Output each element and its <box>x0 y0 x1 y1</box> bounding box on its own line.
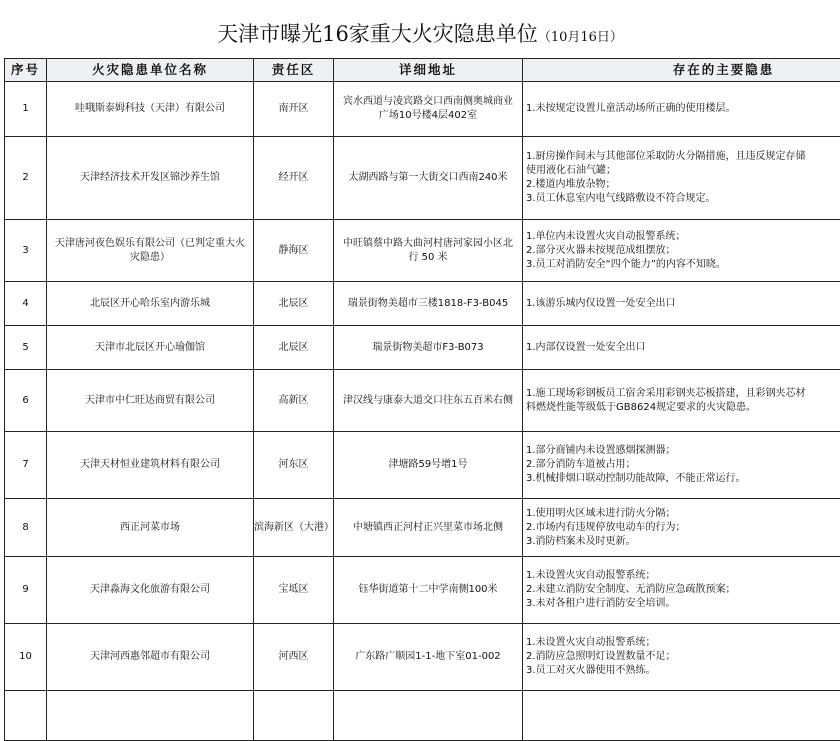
cell-no: 1 <box>5 82 47 137</box>
hazard-line: 2.未建立消防安全制度、无消防应急疏散预案； <box>526 583 840 597</box>
cell-hazards <box>523 691 840 741</box>
cell-no: 4 <box>5 282 47 326</box>
hazard-line: 2.消防应急照明灯设置数量不足； <box>526 650 840 664</box>
cell-address: 津塘路59号增1号 <box>334 432 523 499</box>
table-row <box>5 282 840 326</box>
cell-hazards <box>523 624 840 691</box>
cell-district: 河东区 <box>254 432 334 499</box>
hazard-line: 3.员工对消防安全“四个能力”的内容不知晓。 <box>526 258 840 272</box>
cell-no: 8 <box>5 499 47 557</box>
page-title <box>0 18 840 48</box>
cell-unit: 天津河西惠邻超市有限公司 <box>47 624 254 691</box>
hazard-line: 2.部分消防车道被占用； <box>526 458 840 472</box>
hazard-line: 使用液化石油气罐； <box>526 164 840 178</box>
cell-hazards <box>523 370 840 432</box>
cell-no: 7 <box>5 432 47 499</box>
hazard-line: 1.施工现场彩钢板员工宿舍采用彩钢夹芯板搭建，且彩钢夹芯材 <box>526 387 840 401</box>
cell-district: 南开区 <box>254 82 334 137</box>
hazard-line: 3.机械排烟口联动控制功能故障，不能正常运行。 <box>526 472 840 486</box>
cell-district: 宝坻区 <box>254 557 334 624</box>
cell-district: 经开区 <box>254 137 334 220</box>
cell-address: 瑞景街物美超市三楼1818-F3-B045 <box>334 282 523 326</box>
hazard-line: 1.该游乐城内仅设置一处安全出口 <box>526 297 840 311</box>
table-row <box>5 326 840 370</box>
table-row <box>5 624 840 691</box>
hazard-line: 1.内部仅设置一处安全出口 <box>526 341 840 355</box>
cell-address: 广东路广顺园1-1-地下室01-002 <box>334 624 523 691</box>
cell-no: 6 <box>5 370 47 432</box>
cell-no: 5 <box>5 326 47 370</box>
hazard-line: 1.未设置火灾自动报警系统； <box>526 636 840 650</box>
cell-hazards <box>523 432 840 499</box>
table-row <box>5 370 840 432</box>
cell-hazards <box>523 137 840 220</box>
hazard-line: 2.部分灭火器未按规范成组摆放； <box>526 244 840 258</box>
cell-district: 静海区 <box>254 220 334 282</box>
cell-unit: 西正河菜市场 <box>47 499 254 557</box>
cell-unit: 天津唐河夜色娱乐有限公司（已判定重大火灾隐患） <box>47 220 254 282</box>
cell-district: 河西区 <box>254 624 334 691</box>
cell-unit: 北辰区开心哈乐室内游乐城 <box>47 282 254 326</box>
cell-unit: 天津经济技术开发区锦沙养生馆 <box>47 137 254 220</box>
cell-district: 滨海新区（大港） <box>254 499 334 557</box>
header-unit: 火灾隐患单位名称 <box>47 59 254 82</box>
cell-address: 宾水西道与凌宾路交口西南侧奥城商业广场10号楼4层402室 <box>334 82 523 137</box>
cell-address: 中旺镇蔡中路大曲河村唐河家园小区北行 50 米 <box>334 220 523 282</box>
cell-unit: 天津淼海文化旅游有限公司 <box>47 557 254 624</box>
cell-unit <box>47 691 254 741</box>
cell-hazards <box>523 220 840 282</box>
table-row <box>5 557 840 624</box>
cell-hazards <box>523 557 840 624</box>
cell-unit: 天津天材恒业建筑材料有限公司 <box>47 432 254 499</box>
hazard-line: 1.厨房操作间未与其他部位采取防火分隔措施，且违反规定存储 <box>526 150 840 164</box>
hazard-line: 1.未按规定设置儿童活动场所正确的使用楼层。 <box>526 102 840 116</box>
cell-no <box>5 691 47 741</box>
table-row <box>5 82 840 137</box>
header-row <box>5 59 840 82</box>
hazard-line: 3.员工对灭火器使用不熟练。 <box>526 664 840 678</box>
table-row <box>5 137 840 220</box>
cell-address: 中塘镇西正河村正兴里菜市场北侧 <box>334 499 523 557</box>
cell-address: 太湖西路与第一大街交口西南240米 <box>334 137 523 220</box>
cell-no: 2 <box>5 137 47 220</box>
table-row <box>5 499 840 557</box>
cell-hazards <box>523 82 840 137</box>
table-row <box>5 691 840 741</box>
header-no: 序号 <box>5 59 47 82</box>
hazard-line: 料燃烧性能等级低于GB8624规定要求的火灾隐患。 <box>526 401 840 415</box>
cell-hazards <box>523 326 840 370</box>
cell-hazards <box>523 499 840 557</box>
title-date: （10月16日） <box>538 30 623 45</box>
cell-no: 3 <box>5 220 47 282</box>
table-row <box>5 432 840 499</box>
hazard-line: 3.员工休息室内电气线路敷设不符合规定。 <box>526 192 840 206</box>
cell-unit: 哇哦斯泰姆科技（天津）有限公司 <box>47 82 254 137</box>
hazard-line: 1.部分商铺内未设置感烟探测器； <box>526 444 840 458</box>
hazard-line: 2.楼道内堆放杂物； <box>526 178 840 192</box>
hazard-line: 1.使用明火区域未进行防火分隔； <box>526 507 840 521</box>
hazard-line: 1.单位内未设置火灾自动报警系统； <box>526 230 840 244</box>
cell-address: 津汉线与康泰大道交口往东五百米右侧 <box>334 370 523 432</box>
cell-district: 北辰区 <box>254 282 334 326</box>
cell-address: 瑞景街物美超市F3-B073 <box>334 326 523 370</box>
cell-address: 钰华街道第十二中学南侧100米 <box>334 557 523 624</box>
cell-district: 北辰区 <box>254 326 334 370</box>
cell-no: 9 <box>5 557 47 624</box>
hazard-line: 3.消防档案未及时更新。 <box>526 535 840 549</box>
cell-unit: 天津市北辰区开心瑜伽馆 <box>47 326 254 370</box>
header-district: 责任区 <box>254 59 334 82</box>
hazard-line: 2.市场内有违规停放电动车的行为； <box>526 521 840 535</box>
hazard-line: 3.未对各租户进行消防安全培训。 <box>526 597 840 611</box>
cell-unit: 天津市中仁旺达商贸有限公司 <box>47 370 254 432</box>
cell-district <box>254 691 334 741</box>
cell-district: 高新区 <box>254 370 334 432</box>
hazard-line: 1.未设置火灾自动报警系统； <box>526 569 840 583</box>
cell-no: 10 <box>5 624 47 691</box>
hazard-table <box>4 58 840 741</box>
title-main: 天津市曝光16家重大火灾隐患单位 <box>217 22 538 46</box>
header-hazards: 存在的主要隐患 <box>523 59 840 82</box>
header-address: 详细地址 <box>334 59 523 82</box>
cell-address <box>334 691 523 741</box>
table-row <box>5 220 840 282</box>
cell-hazards <box>523 282 840 326</box>
